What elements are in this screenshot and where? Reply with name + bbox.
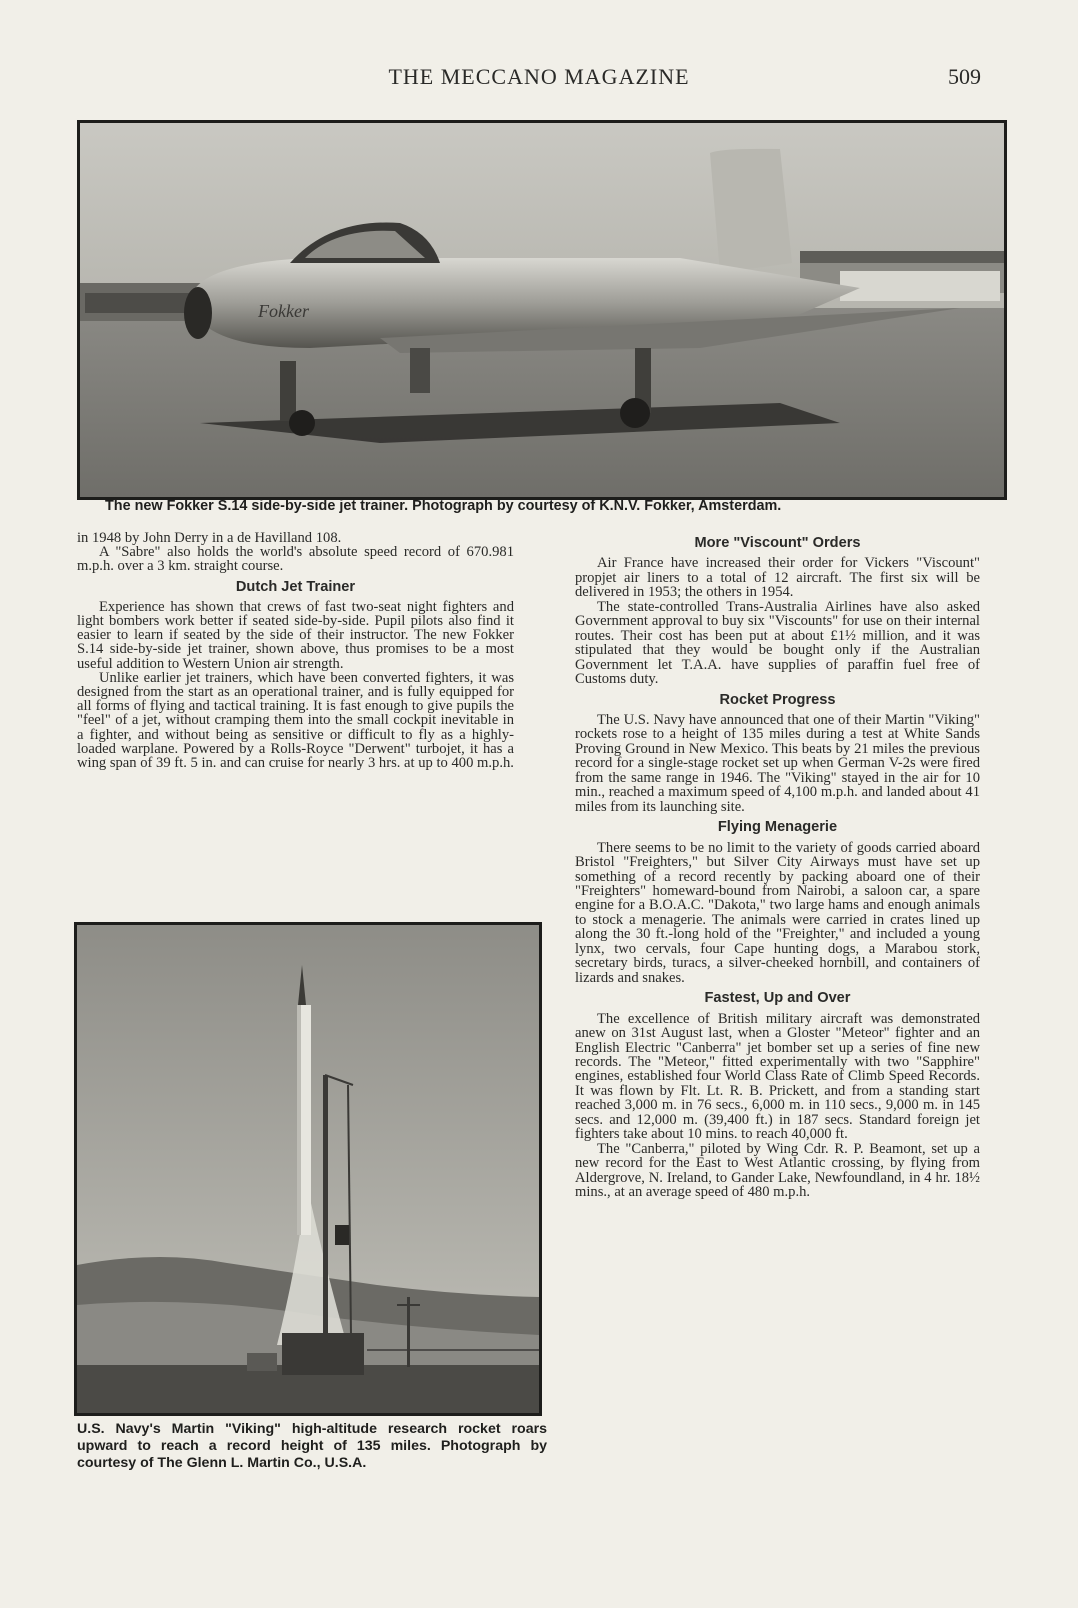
intro-paragraph-2: A "Sabre" also holds the world's absolute speed record of 670.981 m.p.h. over a 3 km. straight course. (77, 544, 514, 575)
dutch-jet-trainer-heading: Dutch Jet Trainer (235, 578, 356, 595)
dutch-jet-paragraph-1: Experience has shown that crews of fast two-seat night fighters and light bombers work better if seated side-by-side. Pupil pilots also find it easier to learn if seated by the side of their instructor. The new Fokker S.14 side-by-side jet trainer, shown above, thus promises to be a most useful addition to Western Union air strength. (77, 598, 514, 672)
fokker-photo-caption: The new Fokker S.14 side-by-side jet trainer. Photograph by courtesy of K.N.V. Fokker, Amsterdam. (105, 498, 782, 514)
fastest-heading: Fastest, Up and Over (704, 990, 851, 1007)
viking-rocket-photo (74, 922, 542, 1416)
right-column (575, 536, 980, 1199)
fastest-paragraph-1: The excellence of British military aircraft was demonstrated anew on 31st August last, when a Gloster "Meteor" fighter and an English Electric "Canberra" jet bomber set up a series of fine new records. The "Meteor," fitted experimentally with two "Sapphire" engines, established four World Class Rate of Climb Speed Records. It was flown by Flt. Lt. R. B. Prickett, and from a standing start reached 3,000 m. in 76 secs., 6,000 m. in 110 secs., 9,000 m. in 145 secs. and 12,000 m. (39,400 ft.) in 187 secs. Standard foreign jet fighters take about 10 mins. to reach 40,000 ft. (575, 1010, 980, 1143)
viscount-paragraph-2: The state-controlled Trans-Australia Airlines have also asked Government approval to buy six "Viscounts" for use on their internal routes. Their cost has been put at about £1½ million, and it was stipulated that they would be bought only if the Australian Government let T.A.A. have supplies of paraffin fuel free of Customs duty. (575, 598, 980, 688)
viscount-paragraph-1: Air France have increased their order for Vickers "Viscount" propjet air liners to a total of 12 aircraft. The first six will be delivered in 1953; the others in 1954. (575, 555, 980, 601)
fastest-paragraph-2: The "Canberra," piloted by Wing Cdr. R. P. Beamont, set up a new record for the East to West Atlantic crossing, by flying from Aldergrove, N. Ireland, to Gander Lake, Newfoundland, in 4 hr. 18½ mins., at an average speed of 480 m.p.h. (575, 1140, 980, 1201)
dutch-jet-paragraph-2: Unlike earlier jet trainers, which have been converted fighters, it was designed from the start as an operational trainer, and is fully equipped for all forms of flying and tactical training. It is fast enough to give pupils the "feel" of a jet, without cramping them into the small cockpit inevitable in a fighter, and without being as sensitive or difficult to fly as a highly-loaded warplane. Powered by a Rolls-Royce "Derwent" turbojet, it has a wing span of 39 ft. 5 in. and can cruise for nearly 3 hrs. at up to 400 m.p.h. (77, 669, 514, 772)
page-number: 509 (948, 64, 981, 89)
flying-menagerie-heading: Flying Menagerie (717, 819, 838, 836)
magazine-title: THE MECCANO MAGAZINE (388, 64, 690, 89)
fokker-fuselage-lettering: Fokker (258, 301, 309, 321)
menagerie-paragraph-1: There seems to be no limit to the variety of goods carried aboard Bristol "Freighters," but Silver City Airways must have set up something of a record recently by packing aboard one of their "Freighters" homeward-bound from Nairobi, a saloon car, a spare engine for a B.O.A.C. "Dakota," two large hams and enough animals to stock a menagerie. The animals were carried in crates lined up along the 30 ft.-long hold of the "Freighter," and included a young lynx, two cervals, four Cape hunting dogs, a Marabou stork, secretary birds, turacs, a silver-cheeked hornbill, and containers of lizards and snakes. (575, 839, 980, 986)
viscount-heading: More "Viscount" Orders (694, 535, 861, 551)
rocket-paragraph-1: The U.S. Navy have announced that one of their Martin "Viking" rockets rose to a height of 135 miles during a test at White Sands Proving Ground in New Mexico. This beats by 21 miles the previous record for a single-stage rocket set up when German V-2s were fired from the same range in 1946. The "Viking" stayed in the air for 10 min., reached a maximum speed of 4,100 m.p.h. and landed about 41 miles from its launching site. (575, 711, 980, 815)
left-column (77, 531, 514, 770)
fokker-jet-trainer-photo (77, 120, 1007, 500)
intro-paragraph-1: in 1948 by John Derry in a de Havilland 108. (77, 530, 342, 546)
viking-photo-caption: U.S. Navy's Martin "Viking" high-altitude research rocket roars upward to reach a record height of 135 miles. Photograph by courtesy of The Glenn L. Martin Co., U.S.A. (77, 1421, 547, 1471)
rocket-progress-heading: Rocket Progress (719, 691, 836, 708)
